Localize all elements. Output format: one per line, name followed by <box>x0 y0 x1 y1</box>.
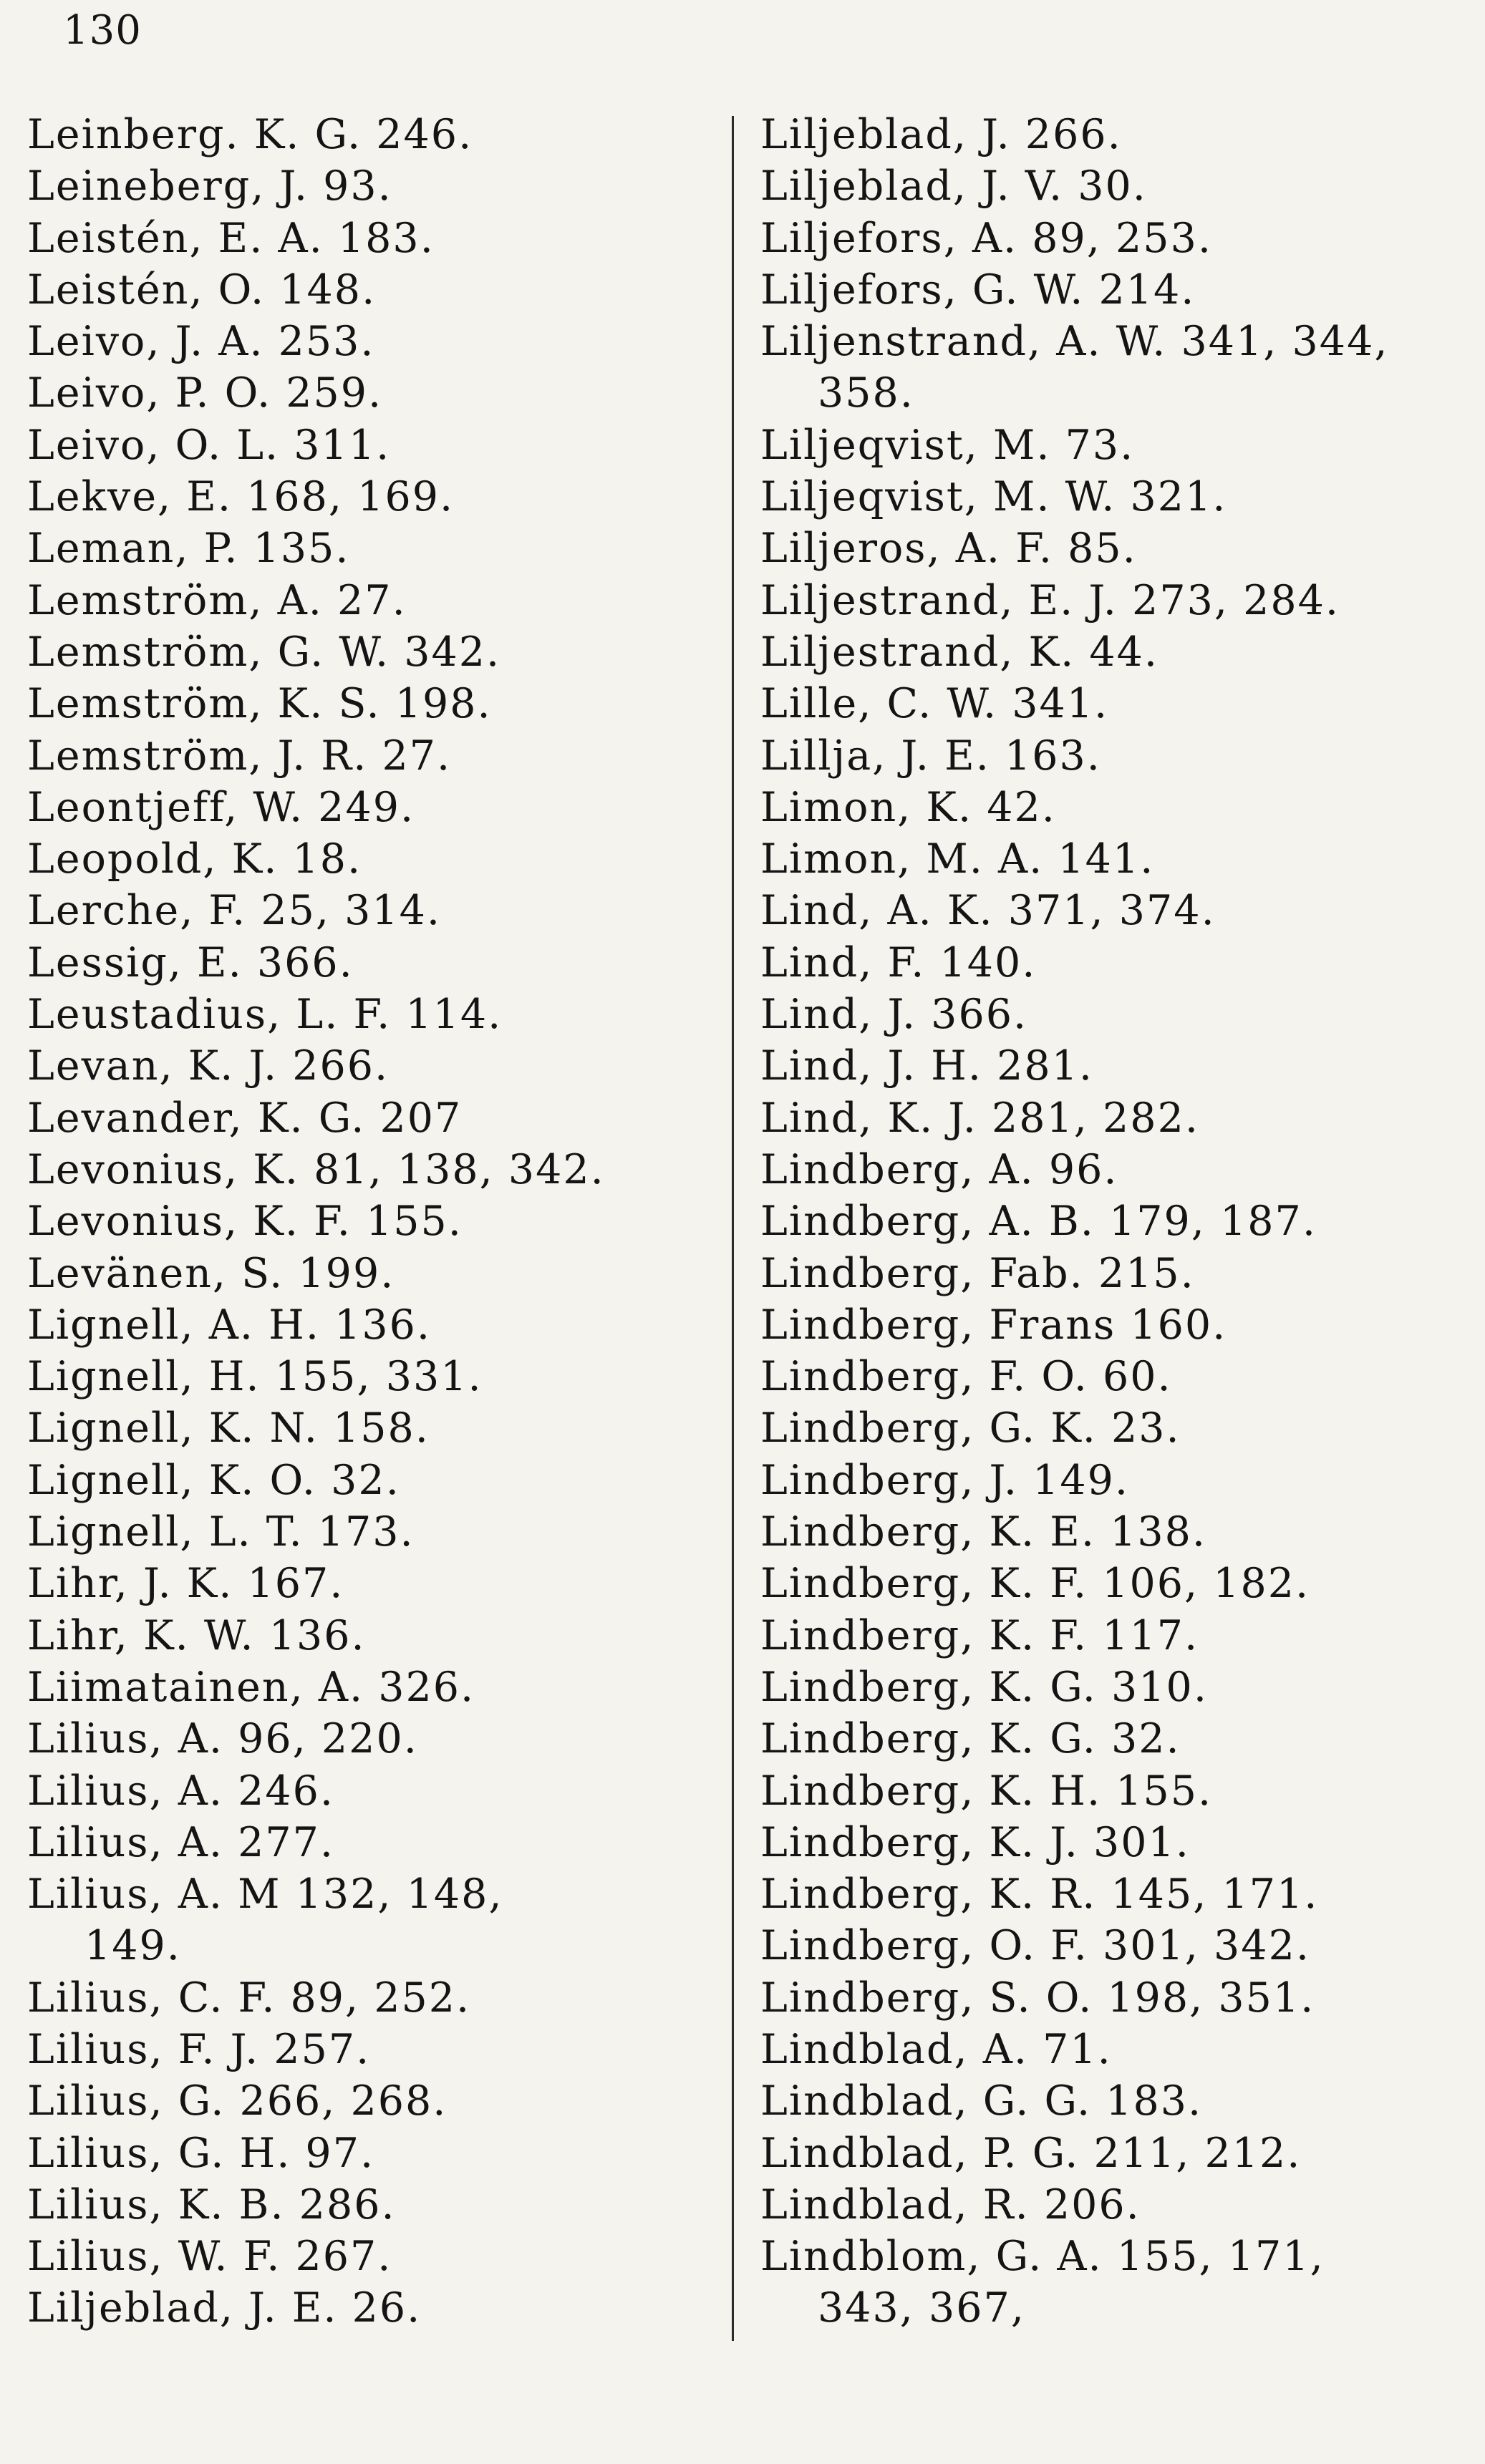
index-entry: Leustadius, L. F. 114. <box>27 991 503 1039</box>
index-entry: Lindblad, R. 206. <box>760 2181 1141 2228</box>
index-entry: Leineberg, J. 93. <box>27 163 392 210</box>
index-entry: Leopold, K. 18. <box>27 835 362 883</box>
index-entry: Lind, K. J. 281, 282. <box>760 1094 1199 1142</box>
index-entry: Limon, K. 42. <box>760 783 1056 831</box>
index-entry: Lilius, F. J. 257. <box>27 2025 371 2073</box>
index-entry: Lemström, A. 27. <box>27 576 407 624</box>
index-entry: Liljeblad, J. 266. <box>760 111 1122 158</box>
index-entry: Lilius, K. B. 286. <box>27 2181 396 2228</box>
index-entry: Limon, M. A. 141. <box>760 835 1155 883</box>
index-entry: Lihr, K. W. 136. <box>27 1611 366 1659</box>
index-entry: Liljestrand, K. 44. <box>760 628 1159 676</box>
index-entry: Lilius, A. 96, 220. <box>27 1715 418 1763</box>
index-entry: Levonius, K. F. 155. <box>27 1198 463 1246</box>
index-entry: Leistén, E. A. 183. <box>27 214 435 262</box>
index-entry: Lignell, K. O. 32. <box>27 1456 400 1504</box>
index-entry: Lindberg, K. F. 117. <box>760 1611 1199 1659</box>
index-entry: Lindberg, Frans 160. <box>760 1301 1227 1349</box>
index-entry: Lindberg, K. G. 310. <box>760 1663 1208 1711</box>
index-entry: Lilius, A. 277. <box>27 1818 335 1866</box>
index-entry: Liljeblad, J. V. 30. <box>760 163 1147 210</box>
index-entry: Lilius, W. F. 267. <box>27 2233 392 2281</box>
index-entry: Leontjeff, W. 249. <box>27 783 415 831</box>
index-entry: 343, 367, <box>818 2284 1025 2332</box>
index-entry: Lihr, J. K. 167. <box>27 1560 344 1608</box>
page-number: 130 <box>63 7 142 54</box>
index-entry: Lindberg, K. G. 32. <box>760 1715 1181 1763</box>
index-entry: Lilius, G. 266, 268. <box>27 2077 448 2125</box>
index-entry: Liljeqvist, M. W. 321. <box>760 473 1227 521</box>
index-entry: Lindberg, A. B. 179, 187. <box>760 1198 1317 1246</box>
index-entry: Lindberg, Fab. 215. <box>760 1249 1195 1297</box>
index-entry: Lemström, G. W. 342. <box>27 628 501 676</box>
index-entry: Liljefors, A. 89, 253. <box>760 214 1212 262</box>
index-entry: Leivo, O. L. 311. <box>27 421 391 469</box>
index-entry: Lind, A. K. 371, 374. <box>760 887 1216 935</box>
index-entry: Lindblad, P. G. 211, 212. <box>760 2129 1302 2177</box>
index-entry: Lemström, J. R. 27. <box>27 732 452 780</box>
index-entry: Levan, K. J. 266. <box>27 1042 390 1090</box>
index-entry: Lilius, A. 246. <box>27 1767 335 1815</box>
index-entry: Liljeros, A. F. 85. <box>760 525 1137 573</box>
index-entry: Lindberg, K. F. 106, 182. <box>760 1560 1310 1608</box>
index-entry: Lilius, A. M 132, 148, <box>27 1871 503 1919</box>
index-entry: Lindberg, A. 96. <box>760 1145 1118 1193</box>
index-entry: Liljefors, G. W. 214. <box>760 266 1196 314</box>
index-entry: Lerche, F. 25, 314. <box>27 887 442 935</box>
index-entry: Lindberg, G. K. 23. <box>760 1405 1181 1452</box>
index-entry: Lillja, J. E. 163. <box>760 732 1101 780</box>
index-entry: Lignell, L. T. 173. <box>27 1508 415 1556</box>
index-entry: Lekve, E. 168, 169. <box>27 473 455 521</box>
index-entry: Lind, F. 140. <box>760 938 1037 986</box>
index-entry: Lignell, A. H. 136. <box>27 1301 431 1349</box>
index-entry: Lindblad, G. G. 183. <box>760 2077 1203 2125</box>
index-entry: Lilius, C. F. 89, 252. <box>27 1974 471 2022</box>
index-entry: Leivo, P. O. 259. <box>27 369 383 417</box>
index-entry: Lindblom, G. A. 155, 171, <box>760 2233 1325 2281</box>
index-entry: Lessig, E. 366. <box>27 938 354 986</box>
index-entry: Lind, J. 366. <box>760 991 1028 1039</box>
index-entry: Levänen, S. 199. <box>27 1249 395 1297</box>
index-entry: Lindberg, S. O. 198, 351. <box>760 1974 1315 2022</box>
index-entry: Levonius, K. 81, 138, 342. <box>27 1145 605 1193</box>
index-entry: Liljeblad, J. E. 26. <box>27 2284 422 2332</box>
index-entry: Leman, P. 135. <box>27 525 350 573</box>
index-entry: Levander, K. G. 207 <box>27 1094 463 1142</box>
index-entry: Leivo, J. A. 253. <box>27 318 375 366</box>
index-entry: Lindblad, A. 71. <box>760 2025 1112 2073</box>
index-entry: 358. <box>818 369 914 417</box>
index-entry: Lilius, G. H. 97. <box>27 2129 375 2177</box>
index-column-left <box>27 109 707 2334</box>
index-entry: Liljenstrand, A. W. 341, 344, <box>760 318 1389 366</box>
index-entry: Lindberg, K. E. 138. <box>760 1508 1207 1556</box>
index-entry: Leinberg. K. G. 246. <box>27 111 473 158</box>
index-entry: Lignell, H. 155, 331. <box>27 1353 483 1401</box>
index-entry: Leistén, O. 148. <box>27 266 377 314</box>
index-entry: Lindberg, K. R. 145, 171. <box>760 1871 1319 1919</box>
index-entry: Lille, C. W. 341. <box>760 680 1109 728</box>
index-column-right <box>760 109 1469 2334</box>
index-entry: Lindberg, K. H. 155. <box>760 1767 1213 1815</box>
index-entry: Liljestrand, E. J. 273, 284. <box>760 576 1340 624</box>
index-entry: Lind, J. H. 281. <box>760 1042 1094 1090</box>
index-entry: Lindberg, F. O. 60. <box>760 1353 1172 1401</box>
index-entry: Liimatainen, A. 326. <box>27 1663 475 1711</box>
index-entry: Liljeqvist, M. 73. <box>760 421 1135 469</box>
index-entry: Lindberg, K. J. 301. <box>760 1818 1190 1866</box>
index-entry: Lindberg, O. F. 301, 342. <box>760 1922 1310 1970</box>
index-entry: Lignell, K. N. 158. <box>27 1405 430 1452</box>
index-entry: Lindberg, J. 149. <box>760 1456 1130 1504</box>
index-entry: Lemström, K. S. 198. <box>27 680 492 728</box>
index-entry: 149. <box>84 1922 181 1970</box>
column-divider <box>732 116 734 2341</box>
